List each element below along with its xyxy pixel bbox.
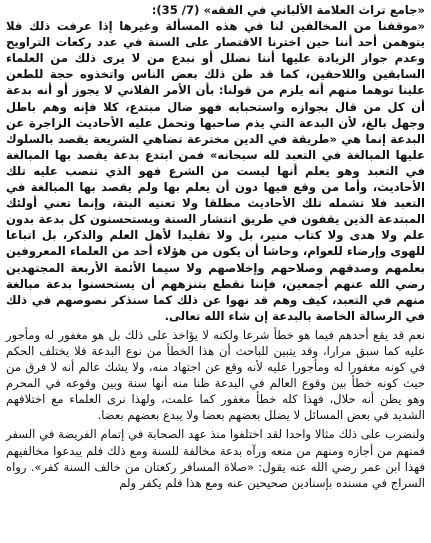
body-paragraph-3: ولنضرب على ذلك مثالا واحدا لقد اختلفوا منذ عهد الصحابة في إتمام الفريضة في السفر فمنهم من أجازه ومنهم من منعه ورآه بدعة مخالفة للسنة ومع ذلك فلم يبدعوا مخالفيهم فهذا ابن عمر رضي الله عنه يقول: «صلاة المسافر ركعتان من خالف السنة كفر». رواه السراج في مسنده بإسنادين صحيحين عنه ومع هذا فلم يكفر ولم (6, 427, 425, 490)
source-line: «جامع تراث العلامة الألباني في الفقه» (7/ 35): (151, 3, 425, 17)
body-paragraph-2: نعم قد يقع أحدهم فيما هو خطأ شرعا ولكنه لا يؤاخذ على ذلك بل هو مغفور له ومأجور عليه كما سبق مرارا، وقد يتبين للباحث أن هذا الخطأ من نوع البدعة فلا يختلف الحكم في كونه مغفورا له ومأجورا عليه لأنه وقع عن اجتهاد منه، ولا يشك عالم أنه لا فرق من حيث كونه خطأ بين وقوع العالم في البدعة ظنا منه أنها سنة وبين وقوعه في المحرم وهو يظن أنه حلال، فهذا كله خطأ مغفور كما علمت، ولهذا نرى العلماء مع اختلافهم الشديد في بعض المسائل لا يضلل بعضهم بعضا ولا يبدع بعضهم بعضا. (6, 327, 425, 423)
quote-paragraph: «موقفنا من المخالفين لنا في هذه المسألة وغيرها إذا عرفت ذلك فلا يتوهمن أحد أننا حين اخترنا الاقتصار على السنة في عدد ركعات التراويح وعدم جواز الزيادة عليها أننا نضلل أو نبدع من لا يرى ذلك من العلماء السابقين واللاحقين، كما قد ظن ذلك بعض الناس واتخذوه حجة للطعن علينا توهما منهم أنه يلزم من قولنا: بأن الأمر الفلاني لا يجوز أو أنه بدعة أن كل من قال بجوازه واستحبابه فهو ضال مبتدع، كلا فإنه وهم باطل وجهل بالغ، لأن البدعة التي يذم صاحبها وتحمل عليه الأحاديث الزاجرة عن البدعة إنما هي «طريقة في الدين مخترعة تضاهي الشريعة يقصد بالسلوك عليها المبالغة في التعبد لله سبحانه» فمن ابتدع بدعة يقصد بها المبالغة في التعبد وهو يعلم أنها ليست من الشرع فهو الذي تنصب عليه تلك الأحاديث، وأما من وقع فيها دون أن يعلم بها ولم يقصد بها المبالغة في التعبد فلا تشمله تلك الأحاديث مطلقا ولا تعنيه البتة، وإنما تعني أولئك المبتدعة الذين يقفون في طريق انتشار السنة ويستحسنون كل بدعة بدون علم ولا هدى ولا كتاب منير، بل ولا تقليدا لأهل العلم والذكر، بل اتباعا للهوى وإرضاء للعوام، وحاشا أن يكون من هؤلاء أحد من العلماء المعروفين بعلمهم وصدقهم وصلاحهم وإخلاصهم ولا سيما الأئمة الأربعة المجتهدين رضي الله عنهم أجمعين، فإننا نقطع بتنزههم أن يستحسنوا بدعة مبالغة منهم في التعبد، كيف وهم قد نهوا عن ذلك كما سنذكر نصوصهم في ذلك في الرسالة الخاصة بالبدعة إن شاء الله تعالى. (6, 19, 425, 323)
